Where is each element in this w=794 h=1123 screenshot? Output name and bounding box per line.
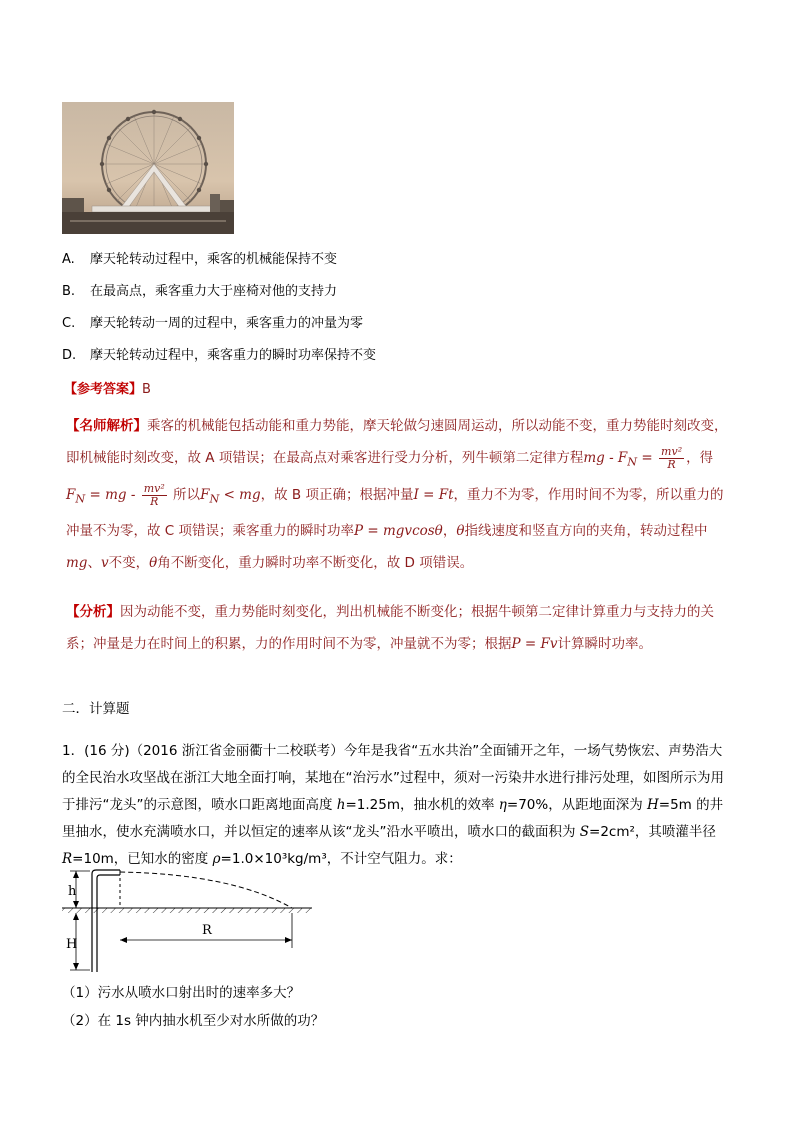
- equation-power: P = mgvcosθ: [354, 523, 443, 540]
- question-1: （1）污水从喷水口射出时的速率多大？: [62, 985, 301, 1001]
- equation-impulse: I = Ft: [413, 486, 454, 503]
- water-trajectory: [120, 872, 292, 908]
- option-b: B. 在最高点，乘客重力大于座椅对他的支持力: [62, 284, 338, 299]
- equation-newton: mg - $F_N$ = $\frac{\text{mv²}}{R}$: [583, 445, 683, 471]
- equation-fn: $F_N$ = mg - $\frac{\text{mv²}}{R}$: [66, 481, 165, 508]
- label-R: R: [202, 923, 212, 938]
- equation-fn-lt-mg: $F_N$ < mg: [200, 486, 261, 506]
- equation-p-fv: P = Fv: [511, 636, 558, 652]
- fraction-mv2-r-2: $\frac{\text{mv²}}{R}$: [143, 481, 165, 508]
- label-h: h: [68, 884, 77, 899]
- analysis-summary: 【分析】因为动能不变，重力势能时刻变化，判出机械能不断变化；根据牛顿第二定律计算重力与支持力的关系；冲量是力在时间上的积累，力的作用时间不为零，冲量就不为零；根据P = Fv计算瞬时功率。: [66, 604, 714, 652]
- fraction-mv2-r: $\frac{\text{mv²}}{R}$: [661, 445, 683, 471]
- question-2: （2）在 1s 钟内抽水机至少对水所做的功？: [62, 1013, 325, 1029]
- label-H: H: [66, 937, 78, 952]
- ferris-wheel-photo: [62, 102, 234, 234]
- option-d: D. 摩天轮转动过程中，乘客重力的瞬时功率保持不变: [62, 348, 377, 363]
- pipe-inner: [97, 875, 120, 972]
- problem-statement: 1．(16 分)（2016 浙江省金丽衢十二校联考）今年是我省“五水共治”全面铺开之年，一场气势恢宏、声势浩大的全民治水攻坚战在浙江大地全面打响，某地在“治污水”过程中，须对一污染井水进行排污处理，如图所示为用于排污“龙头”的示意图，喷水口距离地面高度 h=1.25m，抽水机的效率 η=70%，从距地面深为 H=5m 的井里抽水，使水充满喷水口，并以恒定的速率从该“龙头”沿水平喷出，喷水口的截面积为 S=2cm²，其喷灌半径 R=10m，已知水的密度 ρ=1.0×10³kg/m³，不计空气阻力。求：: [62, 743, 724, 867]
- section-title: 二．计算题: [62, 701, 130, 717]
- pipe-outer: [92, 870, 120, 972]
- option-a: A. 摩天轮转动过程中，乘客的机械能保持不变: [62, 252, 338, 267]
- option-c: C. 摩天轮转动一周的过程中，乘客重力的冲量为零: [62, 316, 364, 331]
- ground-hatch: [62, 908, 312, 913]
- teacher-analysis: 【名师解析】乘客的机械能包括动能和重力势能，摩天轮做匀速圆周运动，所以动能不变，重力势能时刻改变，即机械能时刻改变，故 A 项错误；在最高点对乘客进行受力分析，列牛顿第二定律方程mg - $F_N$ = $\frac{\text{mv²}}{R}$ ，得$F_N$ = mg - $\frac{\text{mv²}}{R}$ 所以$F_N$ < mg，故 B 项正确；根据冲量I = Ft，重力不为零，作用时间不为零，所以重力的冲量不为零，故 C 项错误；乘客重力的瞬时功率P = mgvcosθ，θ指线速度和竖直方向的夹角，转动过程中mg、v不变，θ角不断变化，重力瞬时功率不断变化，故 D 项错误。: [66, 418, 728, 572]
- water-spout-diagram: [62, 868, 322, 976]
- reference-answer: 【参考答案】B: [64, 382, 151, 397]
